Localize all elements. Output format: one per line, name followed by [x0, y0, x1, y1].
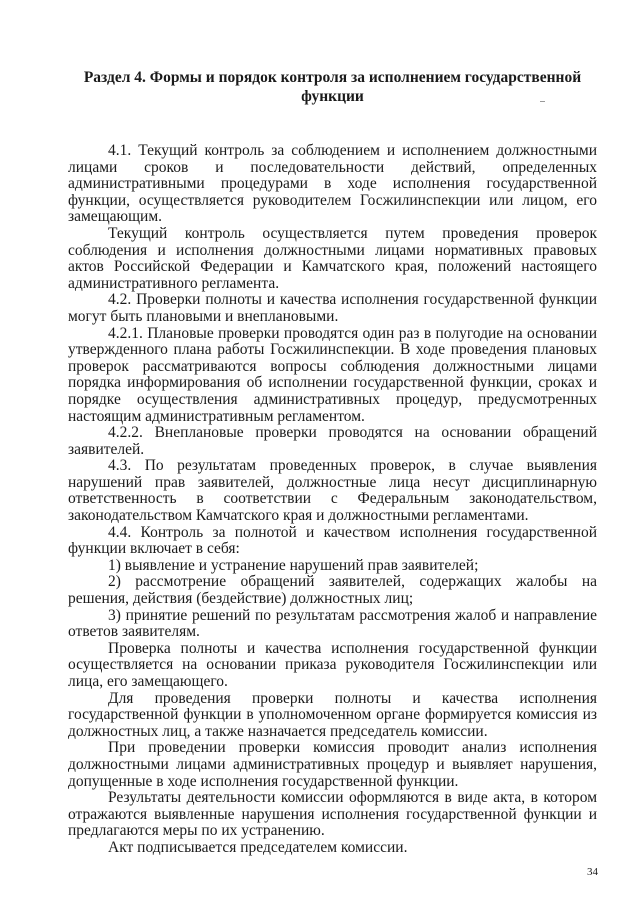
paragraph-4-2-1: 4.2.1. Плановые проверки проводятся один раз в полугодие на основании утвержденного плана работы Госжилинспекции. В ходе проведения плановых проверок рассматриваются вопросы соблюдения должностными лицами порядка информирования об исполнении государственной функции, сроках и порядке осуществления административных процедур, предусмотренных настоящим административным регламентом.: [68, 324, 597, 425]
paragraph-commission-results: Результаты деятельности комиссии оформляются в виде акта, в котором отражаются выявленные нарушения исполнения государственной функции и предлагаются меры по их устранению.: [68, 789, 597, 840]
paragraph-4-2-2: 4.2.2. Внеплановые проверки проводятся на основании обращений заявителей.: [68, 424, 597, 458]
paragraph-inspection-order: Проверка полноты и качества исполнения государственной функции осуществляется на основании приказа руководителя Госжилинспекции или лица, его замещающего.: [68, 639, 597, 690]
paragraph-current-control: Текущий контроль осуществляется путем проведения проверок соблюдения и исполнения должностными лицами нормативных правовых актов Российской Федерации и Камчатского края, положений настоящего административного регламента.: [68, 224, 597, 292]
document-page: [68, 68, 597, 857]
page-number: 34: [587, 866, 598, 878]
paragraph-4-2: 4.2. Проверки полноты и качества исполнения государственной функции могут быть плановыми и внеплановыми.: [68, 291, 597, 325]
list-item-1: 1) выявление и устранение нарушений прав заявителей;: [108, 556, 479, 574]
paragraph-4-3: 4.3. По результатам проведенных проверок, в случае выявления нарушений прав заявителей, должностные лица несут дисциплинарную ответственность в соответствии с Федеральным законодательством, законодательством Камчатского края и должностными регламентами.: [68, 457, 597, 525]
list-item-2: 2) рассмотрение обращений заявителей, содержащих жалобы на решения, действия (бездействие) должностных лиц;: [68, 573, 597, 608]
paragraph-commission-analysis: При проведении проверки комиссия проводит анализ исполнения должностными лицами административных процедур и выявляет нарушения, допущенные в ходе исполнения государственной функции.: [68, 739, 597, 790]
paragraph-commission-formation: Для проведения проверки полноты и качества исполнения государственной функции в уполномоченном органе формируется комиссия из должностных лиц, а также назначается председатель комиссии.: [68, 689, 597, 740]
paragraph-4-1: 4.1. Текущий контроль за соблюдением и исполнением должностными лицами сроков и последовательности действий, определенных административными процедурами в ходе исполнения государственной функции, осуществляется руководителем Госжилинспекции или лицом, его замещающим.: [68, 142, 597, 226]
paragraph-act-signing: Акт подписывается председателем комиссии.: [108, 838, 408, 856]
section-title: Раздел 4. Формы и порядок контроля за исполнением государственной функции: [83, 69, 582, 105]
list-item-3: 3) принятие решений по результатам рассмотрения жалоб и направление ответов заявителям.: [68, 606, 597, 641]
paragraph-4-4: 4.4. Контроль за полнотой и качеством исполнения государственной функции включает в себя:: [68, 523, 597, 558]
